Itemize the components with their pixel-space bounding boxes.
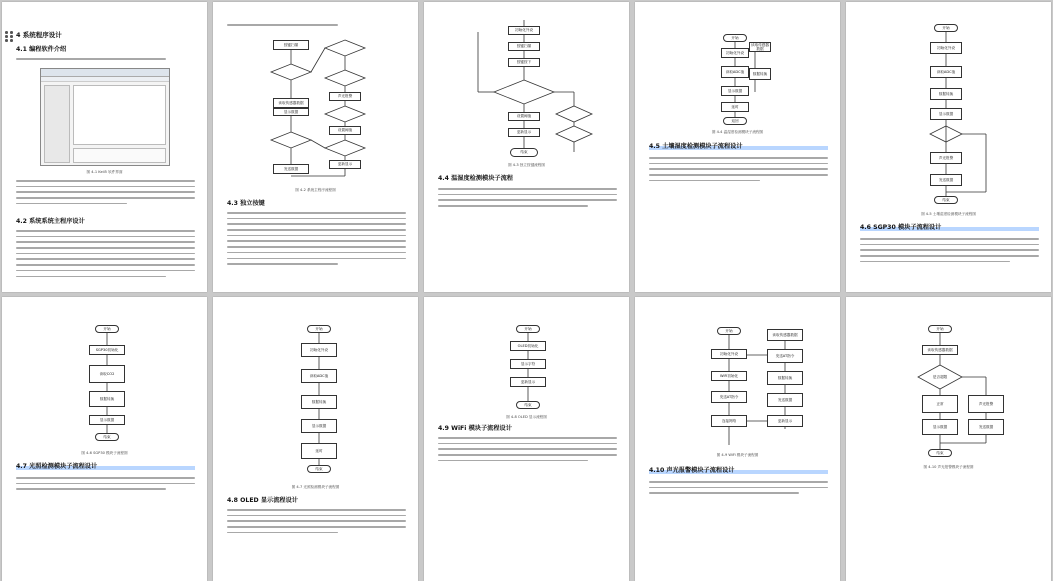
flow-terminal: 开始 <box>723 34 747 42</box>
paragraph <box>227 24 406 30</box>
section-heading: 4.10 声光报警模块子流程设计 <box>649 465 828 474</box>
flow-box: 显示数据 <box>301 419 337 433</box>
document-page-4 <box>635 2 840 292</box>
document-page-8 <box>424 297 629 581</box>
flowchart-wifi <box>707 325 827 455</box>
flow-box: 显示字符 <box>510 359 546 369</box>
flow-terminal: 开始 <box>307 325 331 333</box>
paragraph <box>438 437 617 465</box>
document-page-7 <box>213 297 418 581</box>
section-heading: 4.8 OLED 显示流程设计 <box>227 497 298 504</box>
flow-box: 延时 <box>301 443 337 459</box>
figure-caption: 图 4-2 系统主程序流程图 <box>295 188 336 192</box>
flow-box: 数据转换 <box>930 88 962 100</box>
flowchart-light <box>297 323 347 473</box>
flow-terminal: 开始 <box>934 24 958 32</box>
flow-box: 声光报警 <box>329 92 361 101</box>
flow-box: 数据转换 <box>89 391 125 407</box>
paragraph <box>16 58 195 64</box>
flow-box: 读取传感器数据 <box>749 42 771 52</box>
flow-box: 显示数据 <box>721 86 749 96</box>
flow-box: 按键扫描 <box>508 42 540 51</box>
paragraph <box>227 509 406 537</box>
flow-box: 设置阈值 <box>329 126 361 135</box>
flow-box: 声光报警 <box>968 395 1004 413</box>
section-heading: 4.1 编程软件介绍 <box>16 46 67 53</box>
flow-box: 读取ADC值 <box>721 66 749 78</box>
section-heading: 4.3 独立按键 <box>227 200 265 207</box>
paragraph <box>227 212 406 269</box>
figure-caption: 图 4-8 OLED 显示流程图 <box>506 415 547 419</box>
flow-decision: 是否超限 <box>932 374 948 379</box>
document-page-6 <box>2 297 207 581</box>
section-heading: 4.6 SGP30 模块子流程设计 <box>860 222 1039 231</box>
flow-terminal: 开始 <box>928 325 952 333</box>
flow-box: 更新显示 <box>329 160 361 169</box>
document-page-1 <box>2 2 207 292</box>
paragraph <box>16 230 195 281</box>
document-page-9 <box>635 297 840 581</box>
flow-terminal: 返回 <box>723 117 747 125</box>
flow-box: 发送数据 <box>767 393 803 407</box>
figure-caption: 图 4-4 温湿度检测模块子流程图 <box>711 130 764 134</box>
flow-box: 初始化外设 <box>508 26 540 35</box>
flow-box: 数据转换 <box>301 395 337 409</box>
paragraph <box>16 180 195 208</box>
flow-terminal: 开始 <box>516 325 540 333</box>
flow-box: 读取传感器数据 <box>922 345 958 355</box>
flow-box: OLED初始化 <box>510 341 546 351</box>
flow-terminal: 结束 <box>934 196 958 204</box>
flow-box: 初始化外设 <box>301 343 337 357</box>
flow-box: 发送AT指令 <box>711 391 747 403</box>
figure-caption: 图 4-6 SGP30 模块子流程图 <box>81 451 128 455</box>
section-heading: 4.9 WiFi 模块子流程设计 <box>438 425 512 432</box>
flow-box: 数据转换 <box>749 68 771 80</box>
flow-box: 发送数据 <box>968 419 1004 435</box>
figure-caption: 图 4-9 WiFi 模块子流程图 <box>716 453 759 457</box>
flow-box: 数据转换 <box>767 371 803 385</box>
flow-box: 按键按下 <box>508 58 540 67</box>
document-page-10 <box>846 297 1051 581</box>
section-heading: 4.2 系统系统主程序设计 <box>16 218 85 225</box>
flow-box: 显示数据 <box>922 419 958 435</box>
flow-box: 设置阈值 <box>508 112 540 121</box>
flow-box: 发送数据 <box>273 164 309 174</box>
flow-box: 正常 <box>922 395 958 413</box>
flowchart-soil <box>926 22 1006 207</box>
flow-box: 更新显示 <box>508 128 540 137</box>
flow-terminal: 结束 <box>307 465 331 473</box>
flow-box: 初始化外设 <box>930 42 962 54</box>
figure-caption: 图 4-1 Keil5 软件界面 <box>86 170 123 174</box>
flow-box: SGP30初始化 <box>89 345 125 355</box>
paragraph <box>649 481 828 498</box>
flow-box: 显示数据 <box>273 108 309 116</box>
flow-box: WiFi初始化 <box>711 371 747 381</box>
flow-box: 读取ADC值 <box>930 66 962 78</box>
paragraph <box>16 477 195 494</box>
paragraph <box>860 238 1039 266</box>
flow-terminal: 结束 <box>516 401 540 409</box>
software-screenshot <box>40 68 170 166</box>
flow-box: 发送数据 <box>930 174 962 186</box>
flow-box: 初始化外设 <box>721 48 749 58</box>
flowchart-alarm <box>916 323 1016 463</box>
flowchart-main <box>263 36 373 186</box>
flowchart-oled <box>506 323 556 413</box>
drag-handle-icon[interactable] <box>5 31 15 41</box>
figure-caption: 图 4-5 土壤湿度检测模块子流程图 <box>921 212 976 216</box>
section-heading: 4.5 土壤湿度检测模块子流程设计 <box>649 141 828 150</box>
paragraph <box>649 157 828 185</box>
document-page-2 <box>213 2 418 292</box>
flow-box: 更新显示 <box>510 377 546 387</box>
flow-box: 读取ADC值 <box>301 369 337 383</box>
flow-terminal: 开始 <box>717 327 741 335</box>
flow-box: 读取传感器数据 <box>767 329 803 341</box>
section-heading: 4.7 光照检测模块子流程设计 <box>16 461 195 470</box>
flow-box: 连接网络 <box>711 415 747 427</box>
flowchart-sgp30 <box>84 323 134 443</box>
section-heading: 4.4 温湿度检测模块子流程 <box>438 175 513 182</box>
flow-box: 发送AT指令 <box>767 349 803 363</box>
flow-terminal: 结束 <box>95 433 119 441</box>
flow-box: 初始化外设 <box>711 349 747 359</box>
flow-box: 显示数据 <box>89 415 125 425</box>
flow-box: 更新显示 <box>767 415 803 427</box>
flow-box: 延时 <box>721 102 749 112</box>
chapter-heading: 4 系统程序设计 <box>16 31 62 39</box>
flow-box: 声光报警 <box>930 152 962 164</box>
figure-caption: 图 4-7 光照检测模块子流程图 <box>291 485 340 489</box>
flow-box: 显示数据 <box>930 108 962 120</box>
flow-box: 按键扫描 <box>273 40 309 50</box>
flow-terminal: 结束 <box>510 148 538 157</box>
flowchart-temp <box>715 32 775 127</box>
figure-caption: 图 4-10 声光报警模块子流程图 <box>923 465 974 469</box>
paragraph <box>438 188 617 211</box>
document-page-5 <box>846 2 1051 292</box>
flow-box: 读取CO2 <box>89 365 125 383</box>
figure-caption: 图 4-3 独立按键流程图 <box>508 163 545 167</box>
flow-terminal: 开始 <box>95 325 119 333</box>
flow-box: 读取传感器数据 <box>273 98 309 108</box>
flowchart-key <box>474 12 594 162</box>
flow-terminal: 结束 <box>928 449 952 457</box>
document-page-3 <box>424 2 629 292</box>
